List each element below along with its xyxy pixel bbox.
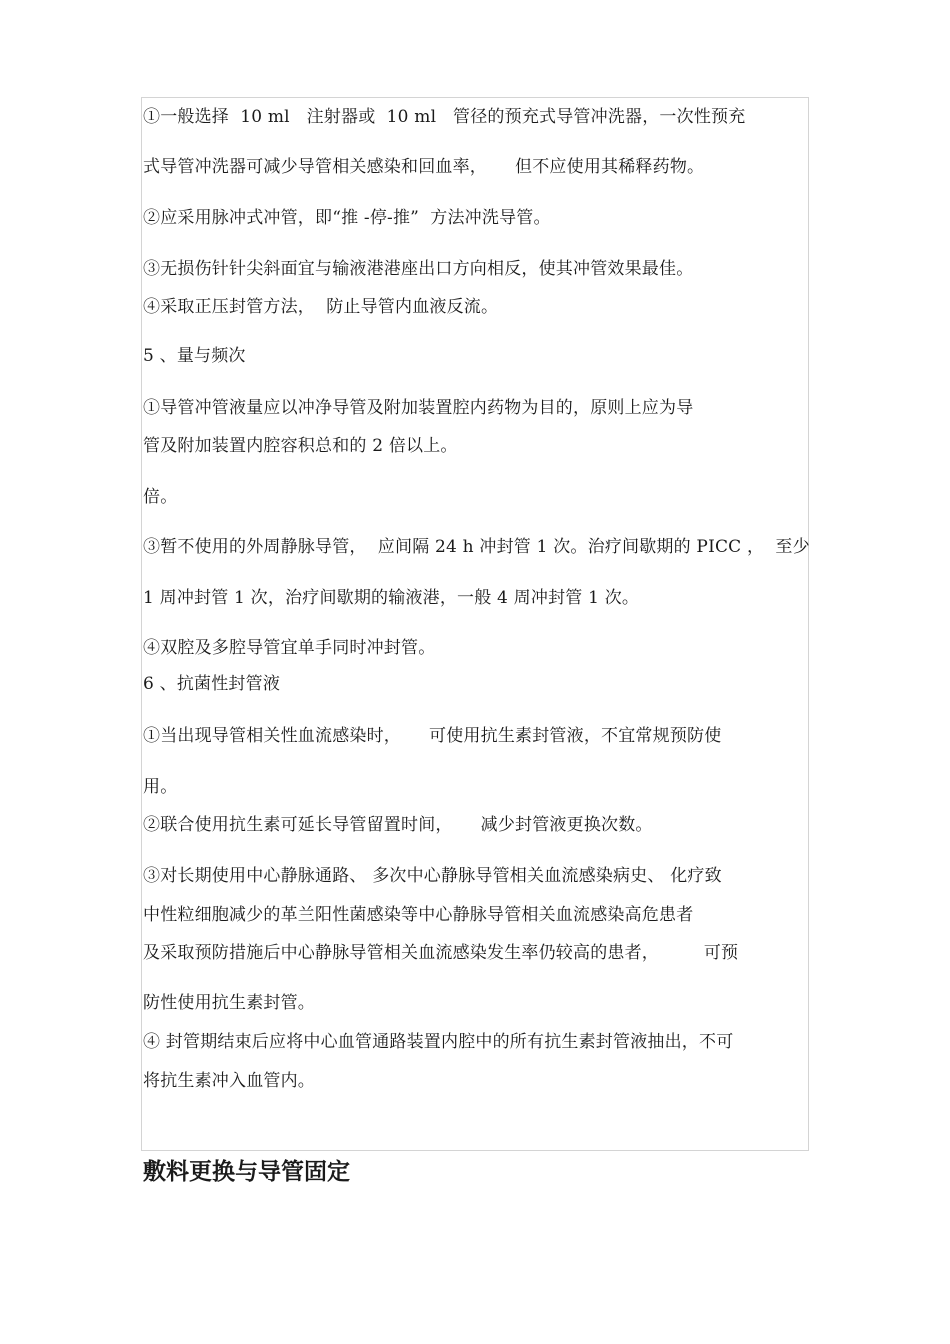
text-line-20: 防性使用抗生素封管。 <box>143 993 315 1013</box>
text-line-10: ③暂不使用的外周静脉导管， 应间隔 24 h 冲封管 1 次。治疗间歇期的 PICC ， 至少 <box>143 537 810 557</box>
text-line-22: 将抗生素冲入血管内。 <box>143 1071 315 1091</box>
text-line-8: 管及附加装置内腔容积总和的 2 倍以上。 <box>143 436 458 456</box>
text-line-7: ①导管冲管液量应以冲净导管及附加装置腔内药物为目的，原则上应为导 <box>143 398 694 418</box>
text-line-9: 倍。 <box>143 487 178 507</box>
section-title-6: 6 、抗菌性封管液 <box>143 674 281 694</box>
text-line-15: 用。 <box>143 777 178 797</box>
text-line-17: ③对长期使用中心静脉通路、 多次中心静脉导管相关血流感染病史、 化疗致 <box>143 866 722 886</box>
text-line-11: 1 周冲封管 1 次，治疗间歇期的输液港，一般 4 周冲封管 1 次。 <box>143 588 640 608</box>
text-line-19: 及采取预防措施后中心静脉导管相关血流感染发生率仍较高的患者， 可预 <box>143 943 739 963</box>
text-line-21: ④ 封管期结束后应将中心血管通路装置内腔中的所有抗生素封管液抽出，不可 <box>143 1032 734 1052</box>
section-heading: 敷料更换与导管固定 <box>143 1159 350 1185</box>
text-line-1: ①一般选择 10 ml 注射器或 10 ml 管径的预充式导管冲洗器，一次性预充 <box>143 107 746 127</box>
section-title-5: 5 、量与频次 <box>143 346 246 366</box>
text-line-2: 式导管冲洗器可减少导管相关感染和回血率， 但不应使用其稀释药物。 <box>143 157 705 177</box>
text-line-12: ④双腔及多腔导管宜单手同时冲封管。 <box>143 638 436 658</box>
text-line-18: 中性粒细胞减少的革兰阳性菌感染等中心静脉导管相关血流感染高危患者 <box>143 905 694 925</box>
text-line-3: ②应采用脉冲式冲管，即“推 -停-推” 方法冲洗导管。 <box>143 208 551 228</box>
text-line-14: ①当出现导管相关性血流感染时， 可使用抗生素封管液，不宜常规预防使 <box>143 726 722 746</box>
text-line-5: ④采取正压封管方法， 防止导管内血液反流。 <box>143 297 499 317</box>
text-line-16: ②联合使用抗生素可延长导管留置时间， 减少封管液更换次数。 <box>143 815 653 835</box>
text-line-4: ③无损伤针针尖斜面宜与输液港港座出口方向相反，使其冲管效果最佳。 <box>143 259 694 279</box>
